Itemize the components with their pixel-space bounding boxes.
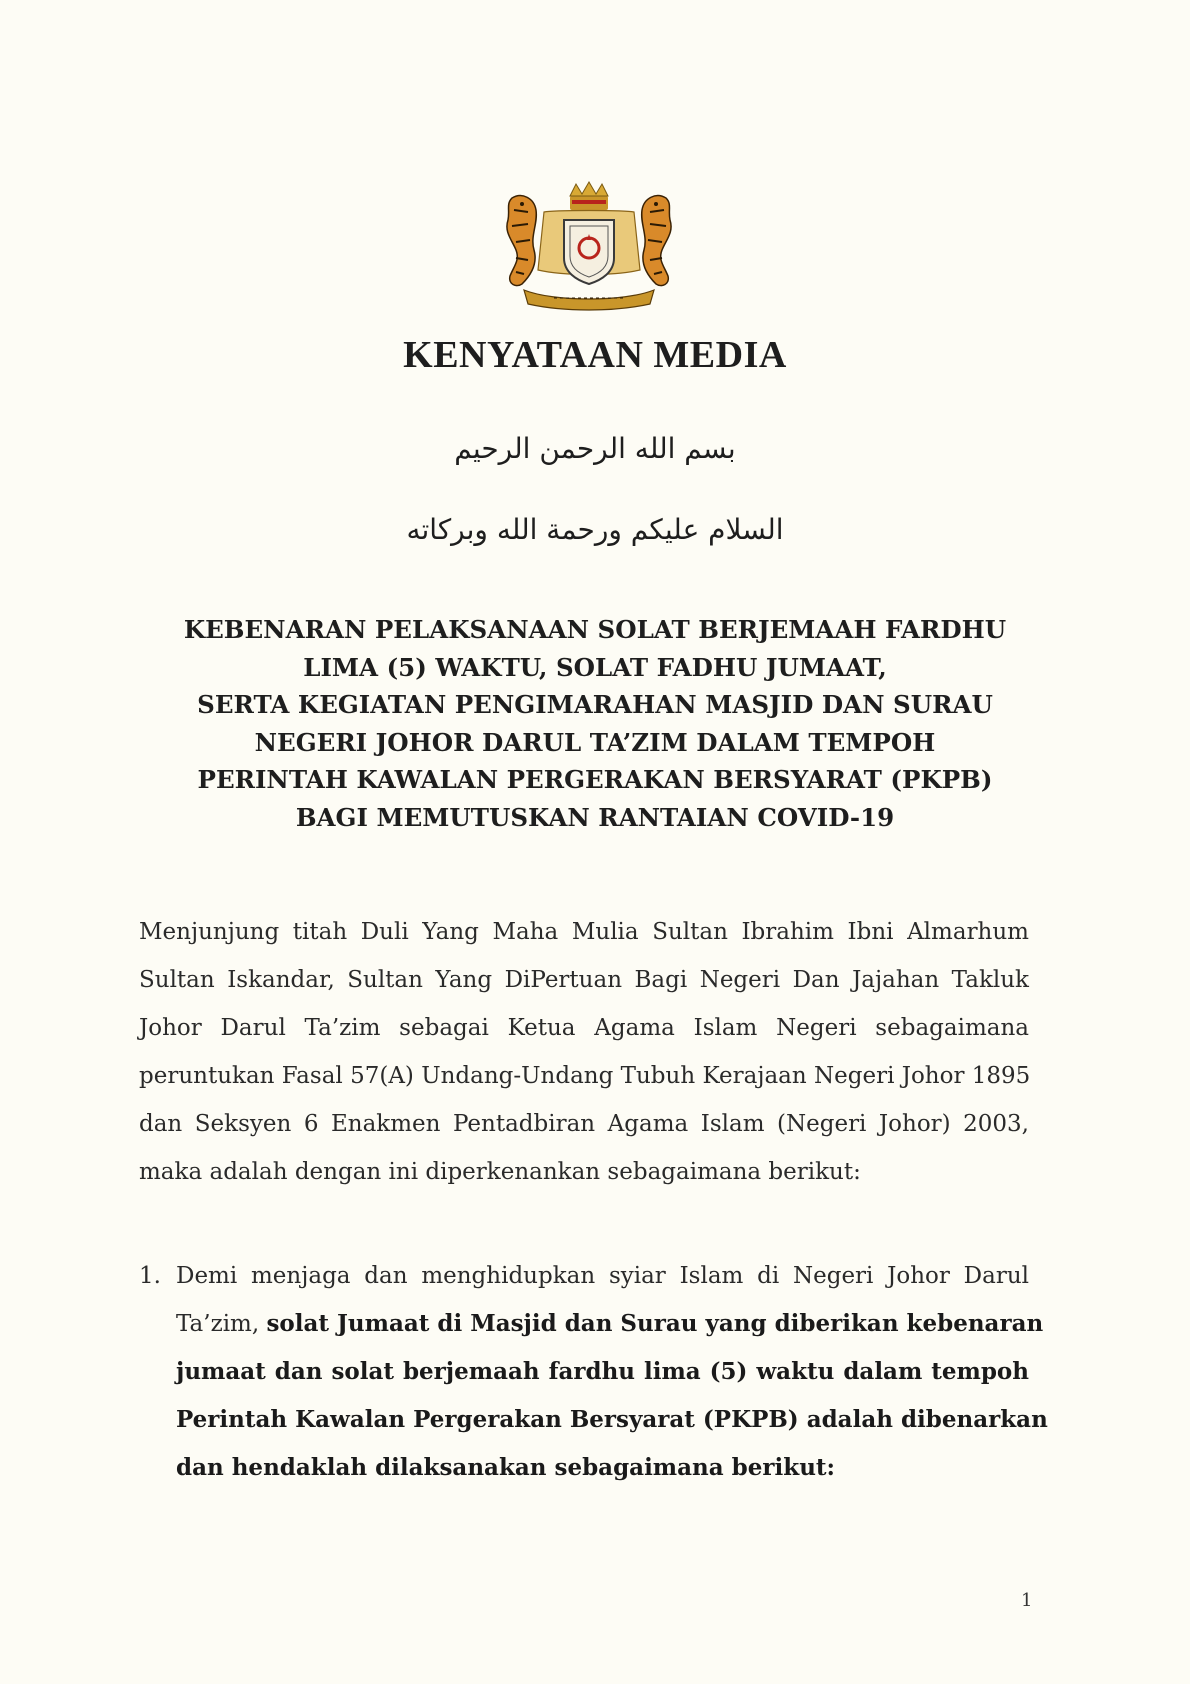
intro-paragraph <box>139 908 1029 1196</box>
item-text-bold: Perintah Kawalan Pergerakan Bersyarat (PKPB) adalah dibenarkan <box>176 1406 1048 1433</box>
page-number: 1 <box>1021 1590 1033 1611</box>
title-line: LIMA (5) WAKTU, SOLAT FADHU JUMAAT, <box>303 652 887 682</box>
paragraph-line: peruntukan Fasal 57(A) Undang-Undang Tubuh Kerajaan Negeri Johor 1895 <box>139 1063 1031 1089</box>
title-line: PERINTAH KAWALAN PERGERAKAN BERSYARAT (PKPB) <box>197 765 993 794</box>
right-tiger-icon <box>642 196 671 286</box>
title-line: BAGI MEMUTUSKAN RANTAIAN COVID-19 <box>295 802 895 832</box>
item-line <box>176 1348 1029 1396</box>
item-line <box>176 1444 1029 1492</box>
salam-text: السلام عليكم ورحمة الله وبركاته <box>406 513 784 546</box>
list-item-body <box>176 1252 1048 1492</box>
item-text-bold: dan hendaklah dilaksanakan sebagaimana berikut: <box>176 1454 836 1481</box>
paragraph-line: Menjunjung titah Duli Yang Maha Mulia Sultan Ibrahim Ibni Almarhum <box>139 919 1029 945</box>
list-number: 1. <box>139 1263 161 1289</box>
item-line <box>176 1396 1048 1444</box>
shield-icon <box>564 220 614 284</box>
document-heading: KENYATAAN MEDIA <box>403 334 787 376</box>
left-tiger-icon <box>507 196 536 286</box>
paragraph-line: dan Seksyen 6 Enakmen Pentadbiran Agama Islam (Negeri Johor) 2003, <box>139 1111 1029 1137</box>
item-text-bold: jumaat dan solat berjemaah fardhu lima (5) waktu dalam tempoh <box>176 1358 1029 1385</box>
statement-title <box>150 611 1040 836</box>
title-line: SERTA KEGIATAN PENGIMARAHAN MASJID DAN SURAU <box>197 690 993 719</box>
item-line: Demi menjaga dan menghidupkan syiar Islam di Negeri Johor Darul <box>176 1263 1029 1289</box>
list-item-1 <box>139 1252 1048 1492</box>
title-line: KEBENARAN PELAKSANAAN SOLAT BERJEMAAH FARDHU <box>183 615 1007 644</box>
paragraph-line: Johor Darul Ta’zim sebagai Ketua Agama Islam Negeri sebagaimana <box>139 1015 1029 1041</box>
item-text-bold: solat Jumaat di Masjid dan Surau yang diberikan kebenaran <box>266 1310 1044 1337</box>
paragraph-line: maka adalah dengan ini diperkenankan sebagaimana berikut: <box>139 1159 861 1185</box>
item-text-plain: Ta’zim, <box>176 1311 267 1337</box>
title-line: NEGERI JOHOR DARUL TA’ZIM DALAM TEMPOH <box>254 727 936 757</box>
paragraph-line: Sultan Iskandar, Sultan Yang DiPertuan Bagi Negeri Dan Jajahan Takluk <box>139 967 1029 993</box>
crown-icon <box>570 182 608 210</box>
item-line-mixed <box>176 1300 1044 1348</box>
johor-coat-of-arms <box>494 180 684 312</box>
basmala-text: بسم الله الرحمن الرحيم <box>454 432 736 465</box>
